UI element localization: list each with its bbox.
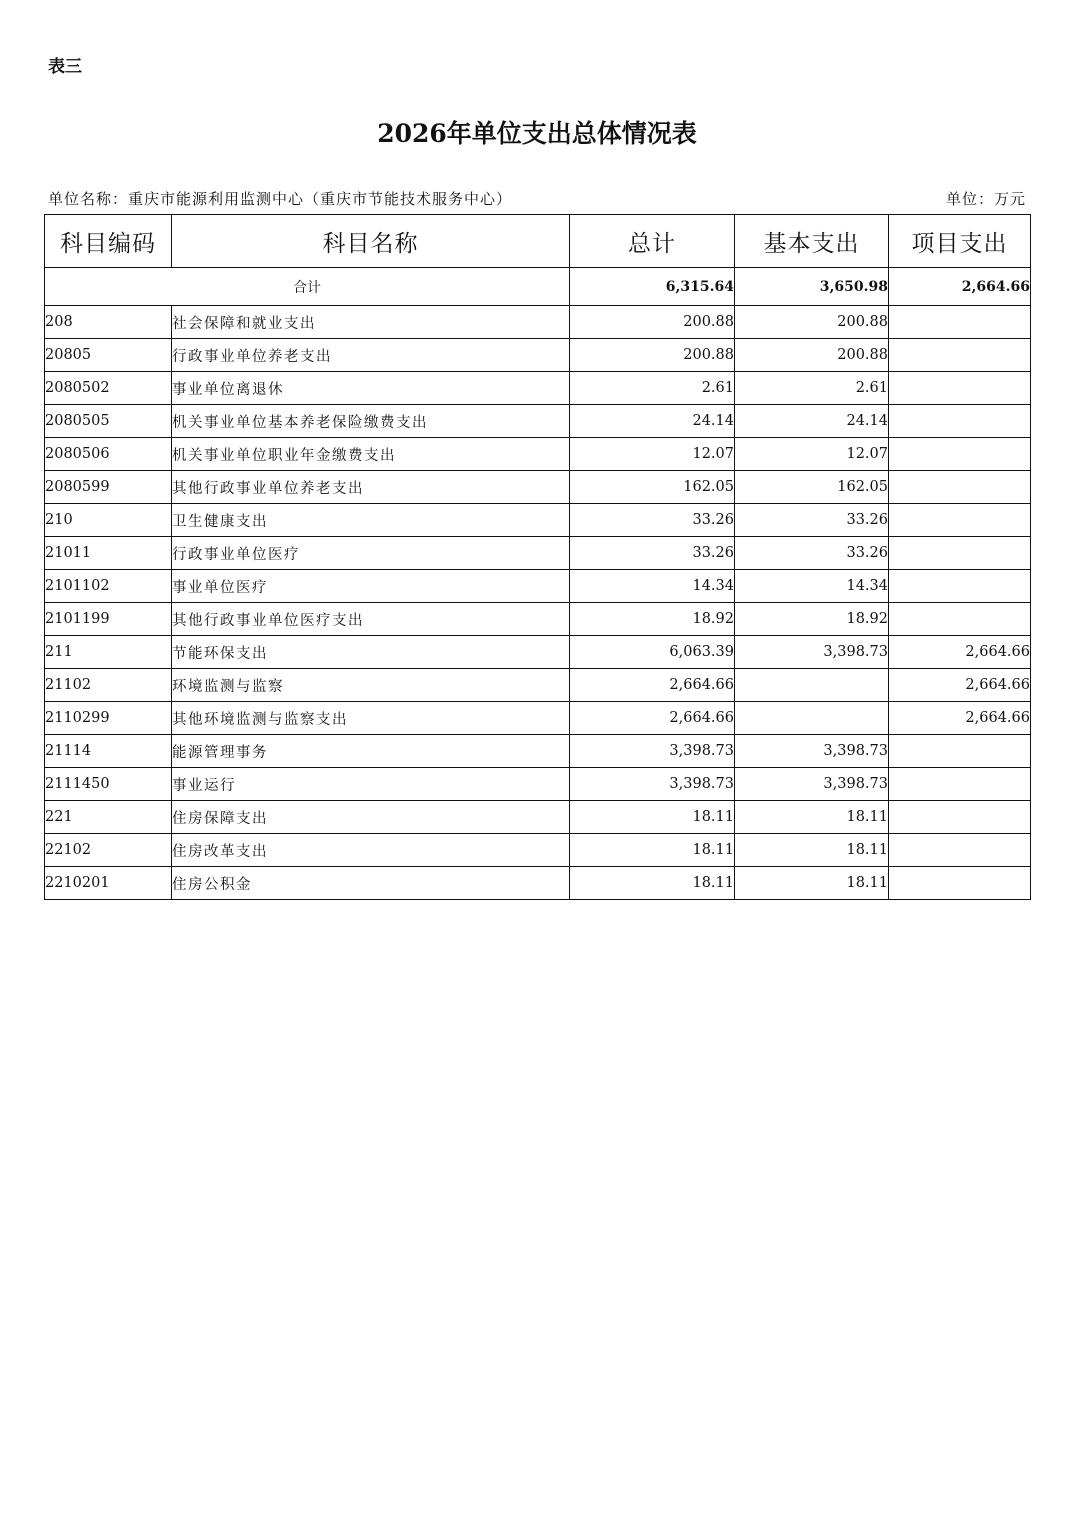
total-row bbox=[45, 268, 1031, 306]
table-row bbox=[45, 438, 1031, 471]
row-basic bbox=[735, 702, 889, 735]
row-name: 其他环境监测与监察支出 bbox=[172, 702, 570, 735]
row-code: 22102 bbox=[45, 834, 172, 867]
row-project: 2,664.66 bbox=[889, 636, 1031, 669]
row-code: 2101102 bbox=[45, 570, 172, 603]
row-name: 能源管理事务 bbox=[172, 735, 570, 768]
header-total: 总计 bbox=[570, 215, 735, 268]
total-project: 2,664.66 bbox=[889, 268, 1031, 306]
row-project bbox=[889, 405, 1031, 438]
row-name: 社会保障和就业支出 bbox=[172, 306, 570, 339]
table-row bbox=[45, 603, 1031, 636]
row-name: 行政事业单位养老支出 bbox=[172, 339, 570, 372]
table-row bbox=[45, 768, 1031, 801]
row-code: 21102 bbox=[45, 669, 172, 702]
row-total: 2,664.66 bbox=[570, 669, 735, 702]
row-basic: 200.88 bbox=[735, 306, 889, 339]
row-basic: 12.07 bbox=[735, 438, 889, 471]
table-row bbox=[45, 537, 1031, 570]
row-total: 3,398.73 bbox=[570, 768, 735, 801]
row-total: 18.11 bbox=[570, 834, 735, 867]
unit-measure: 单位：万元 bbox=[945, 190, 1026, 208]
row-total: 33.26 bbox=[570, 537, 735, 570]
row-name: 住房改革支出 bbox=[172, 834, 570, 867]
row-code: 20805 bbox=[45, 339, 172, 372]
row-total: 14.34 bbox=[570, 570, 735, 603]
table-row bbox=[45, 471, 1031, 504]
row-basic: 18.11 bbox=[735, 801, 889, 834]
row-total: 18.11 bbox=[570, 801, 735, 834]
row-total: 3,398.73 bbox=[570, 735, 735, 768]
row-name: 机关事业单位职业年金缴费支出 bbox=[172, 438, 570, 471]
row-name: 其他行政事业单位养老支出 bbox=[172, 471, 570, 504]
expenditure-table bbox=[44, 214, 1031, 900]
total-label: 合计 bbox=[45, 268, 570, 306]
row-total: 2.61 bbox=[570, 372, 735, 405]
row-basic bbox=[735, 669, 889, 702]
table-row bbox=[45, 405, 1031, 438]
row-name: 事业单位离退休 bbox=[172, 372, 570, 405]
row-total: 18.11 bbox=[570, 867, 735, 900]
row-project bbox=[889, 867, 1031, 900]
table-row bbox=[45, 834, 1031, 867]
row-code: 210 bbox=[45, 504, 172, 537]
row-project bbox=[889, 834, 1031, 867]
row-code: 2101199 bbox=[45, 603, 172, 636]
row-code: 21114 bbox=[45, 735, 172, 768]
table-row bbox=[45, 636, 1031, 669]
row-name: 住房保障支出 bbox=[172, 801, 570, 834]
page-title: 2026年单位支出总体情况表 bbox=[377, 119, 697, 148]
header-basic: 基本支出 bbox=[735, 215, 889, 268]
row-project: 2,664.66 bbox=[889, 702, 1031, 735]
row-total: 200.88 bbox=[570, 306, 735, 339]
table-row bbox=[45, 702, 1031, 735]
row-basic: 3,398.73 bbox=[735, 636, 889, 669]
row-project bbox=[889, 504, 1031, 537]
row-project bbox=[889, 306, 1031, 339]
row-basic: 162.05 bbox=[735, 471, 889, 504]
row-total: 200.88 bbox=[570, 339, 735, 372]
row-code: 2210201 bbox=[45, 867, 172, 900]
table-row bbox=[45, 306, 1031, 339]
row-project bbox=[889, 537, 1031, 570]
row-basic: 33.26 bbox=[735, 537, 889, 570]
table-row bbox=[45, 735, 1031, 768]
row-basic: 18.11 bbox=[735, 867, 889, 900]
row-total: 12.07 bbox=[570, 438, 735, 471]
row-code: 211 bbox=[45, 636, 172, 669]
row-project bbox=[889, 768, 1031, 801]
table-row bbox=[45, 372, 1031, 405]
row-project bbox=[889, 339, 1031, 372]
table-label: 表三 bbox=[48, 57, 82, 77]
row-name: 卫生健康支出 bbox=[172, 504, 570, 537]
table-row bbox=[45, 867, 1031, 900]
row-project bbox=[889, 372, 1031, 405]
row-code: 21011 bbox=[45, 537, 172, 570]
row-project bbox=[889, 438, 1031, 471]
header-name: 科目名称 bbox=[172, 215, 570, 268]
unit-name: 单位名称：重庆市能源利用监测中心（重庆市节能技术服务中心） bbox=[48, 190, 513, 208]
row-name: 环境监测与监察 bbox=[172, 669, 570, 702]
row-code: 2111450 bbox=[45, 768, 172, 801]
row-code: 208 bbox=[45, 306, 172, 339]
row-total: 33.26 bbox=[570, 504, 735, 537]
row-basic: 33.26 bbox=[735, 504, 889, 537]
row-project: 2,664.66 bbox=[889, 669, 1031, 702]
header-row bbox=[45, 215, 1031, 268]
row-project bbox=[889, 471, 1031, 504]
row-name: 节能环保支出 bbox=[172, 636, 570, 669]
row-project bbox=[889, 603, 1031, 636]
row-name: 行政事业单位医疗 bbox=[172, 537, 570, 570]
table-row bbox=[45, 570, 1031, 603]
row-basic: 18.92 bbox=[735, 603, 889, 636]
row-total: 162.05 bbox=[570, 471, 735, 504]
row-name: 事业单位医疗 bbox=[172, 570, 570, 603]
row-basic: 3,398.73 bbox=[735, 768, 889, 801]
row-code: 2080502 bbox=[45, 372, 172, 405]
row-code: 2080505 bbox=[45, 405, 172, 438]
total-total: 6,315.64 bbox=[570, 268, 735, 306]
row-code: 2080599 bbox=[45, 471, 172, 504]
row-basic: 200.88 bbox=[735, 339, 889, 372]
row-total: 18.92 bbox=[570, 603, 735, 636]
row-name: 住房公积金 bbox=[172, 867, 570, 900]
row-project bbox=[889, 735, 1031, 768]
row-name: 事业运行 bbox=[172, 768, 570, 801]
table-row bbox=[45, 669, 1031, 702]
row-basic: 14.34 bbox=[735, 570, 889, 603]
row-total: 2,664.66 bbox=[570, 702, 735, 735]
row-code: 221 bbox=[45, 801, 172, 834]
row-basic: 18.11 bbox=[735, 834, 889, 867]
row-name: 机关事业单位基本养老保险缴费支出 bbox=[172, 405, 570, 438]
row-code: 2080506 bbox=[45, 438, 172, 471]
row-name: 其他行政事业单位医疗支出 bbox=[172, 603, 570, 636]
row-total: 6,063.39 bbox=[570, 636, 735, 669]
row-code: 2110299 bbox=[45, 702, 172, 735]
header-project: 项目支出 bbox=[889, 215, 1031, 268]
row-project bbox=[889, 801, 1031, 834]
row-basic: 2.61 bbox=[735, 372, 889, 405]
total-basic: 3,650.98 bbox=[735, 268, 889, 306]
table-row bbox=[45, 339, 1031, 372]
row-project bbox=[889, 570, 1031, 603]
row-basic: 3,398.73 bbox=[735, 735, 889, 768]
row-basic: 24.14 bbox=[735, 405, 889, 438]
table-row bbox=[45, 801, 1031, 834]
table-row bbox=[45, 504, 1031, 537]
row-total: 24.14 bbox=[570, 405, 735, 438]
header-code: 科目编码 bbox=[45, 215, 172, 268]
